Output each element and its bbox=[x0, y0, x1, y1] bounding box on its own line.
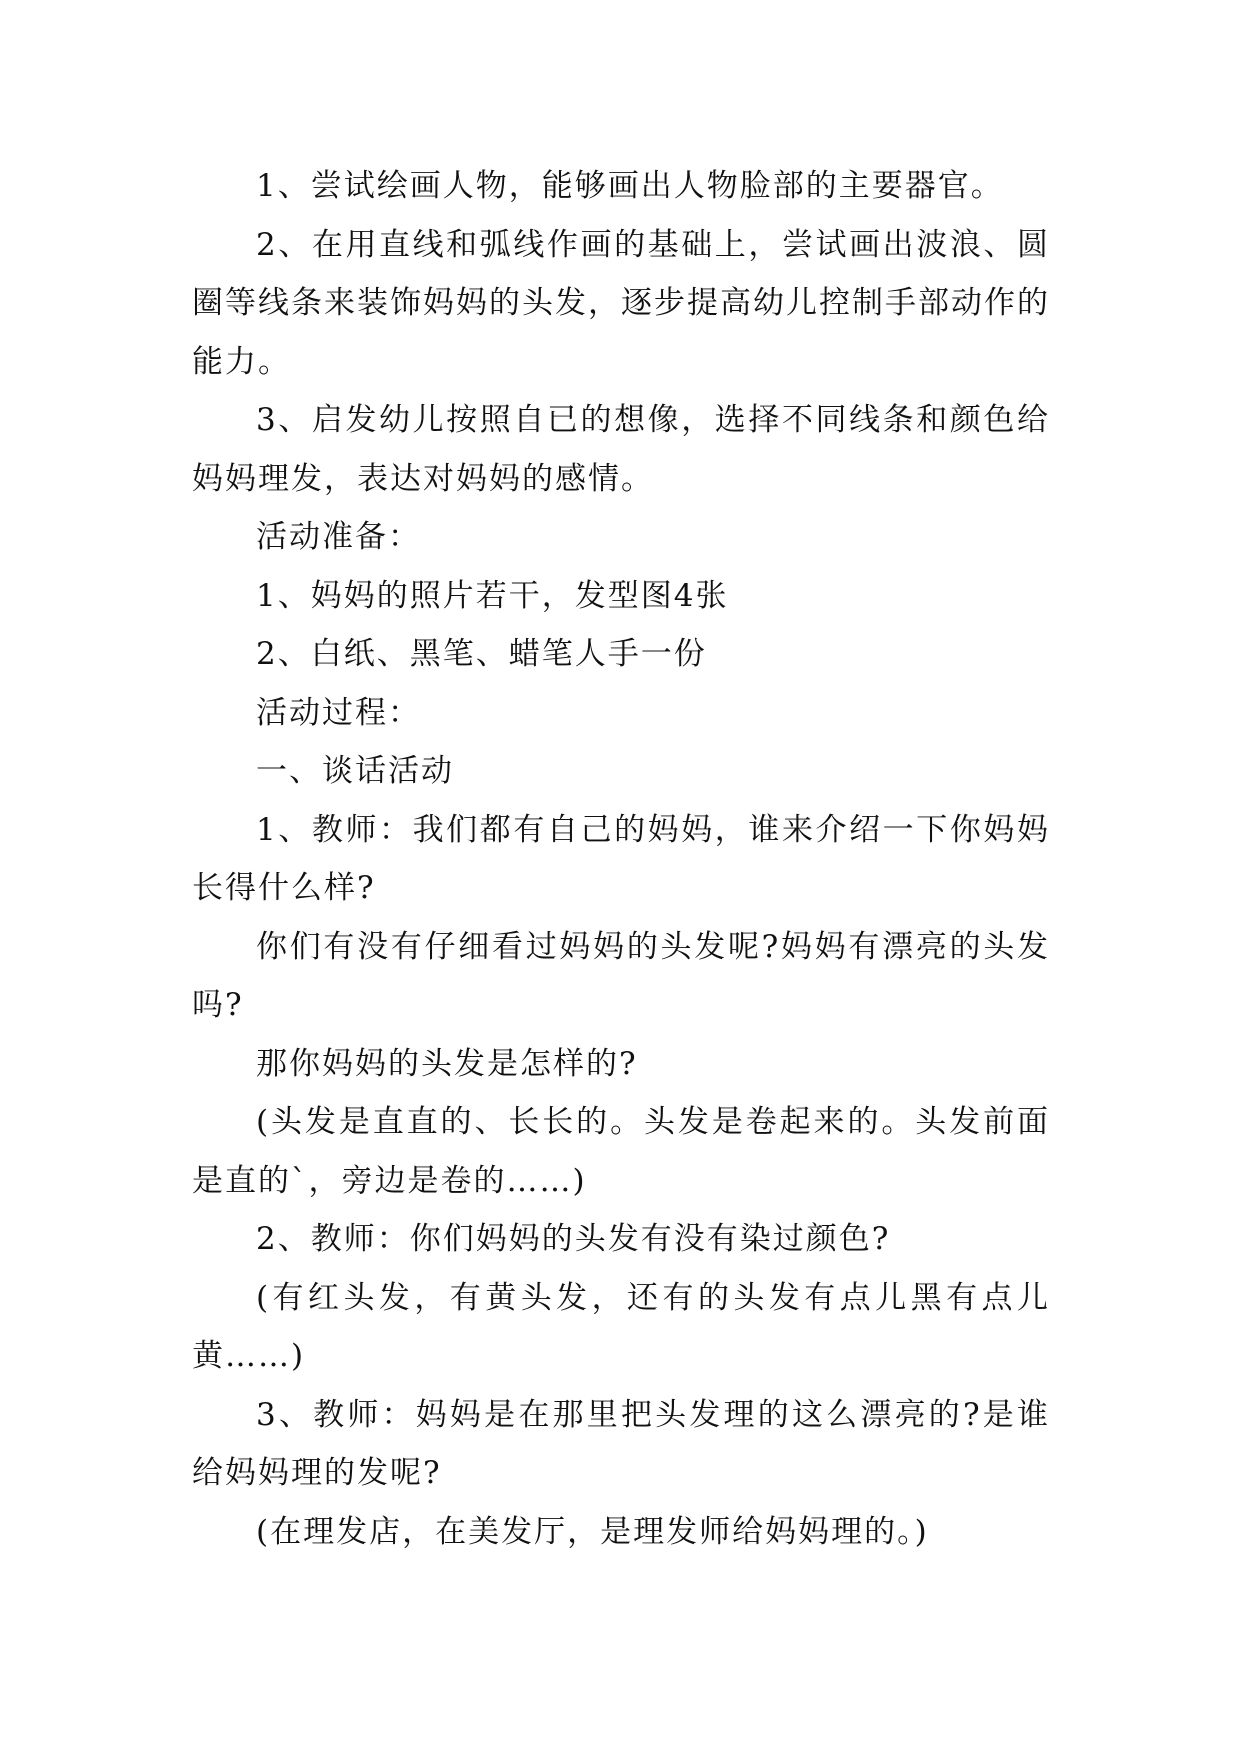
paragraph: (有红头发，有黄头发，还有的头发有点儿黑有点儿黄……) bbox=[192, 1279, 1050, 1374]
paragraph: 3、教师：妈妈是在那里把头发理的这么漂亮的?是谁给妈妈理的发呢? bbox=[192, 1396, 1050, 1491]
section-heading: 活动准备： bbox=[256, 519, 421, 555]
document-body bbox=[192, 157, 1050, 1561]
paragraph: 2、在用直线和弧线作画的基础上，尝试画出波浪、圆圈等线条来装饰妈妈的头发，逐步提高幼儿控制手部动作的能力。 bbox=[192, 226, 1050, 380]
paragraph: 1、教师：我们都有自己的妈妈，谁来介绍一下你妈妈长得什么样? bbox=[192, 811, 1050, 906]
paragraph: (在理发店，在美发厅，是理发师给妈妈理的。) bbox=[256, 1513, 929, 1550]
paragraph: 那你妈妈的头发是怎样的? bbox=[256, 1045, 638, 1082]
section-heading: 活动过程： bbox=[256, 694, 421, 731]
paragraph: 1、尝试绘画人物，能够画出人物脸部的主要器官。 bbox=[256, 168, 1004, 204]
paragraph: 3、启发幼儿按照自已的想像，选择不同线条和颜色给妈妈理发，表达对妈妈的感情。 bbox=[192, 402, 1050, 497]
paragraph: 你们有没有仔细看过妈妈的头发呢?妈妈有漂亮的头发吗? bbox=[192, 928, 1050, 1023]
paragraph: 2、教师：你们妈妈的头发有没有染过颜色? bbox=[256, 1221, 891, 1257]
paragraph: (头发是直直的、长长的。头发是卷起来的。头发前面是直的`，旁边是卷的……) bbox=[192, 1104, 1050, 1199]
section-heading: 一、谈话活动 bbox=[256, 753, 454, 789]
paragraph: 1、妈妈的照片若干，发型图4张 bbox=[256, 577, 729, 614]
paragraph: 2、白纸、黑笔、蜡笔人手一份 bbox=[256, 636, 707, 672]
